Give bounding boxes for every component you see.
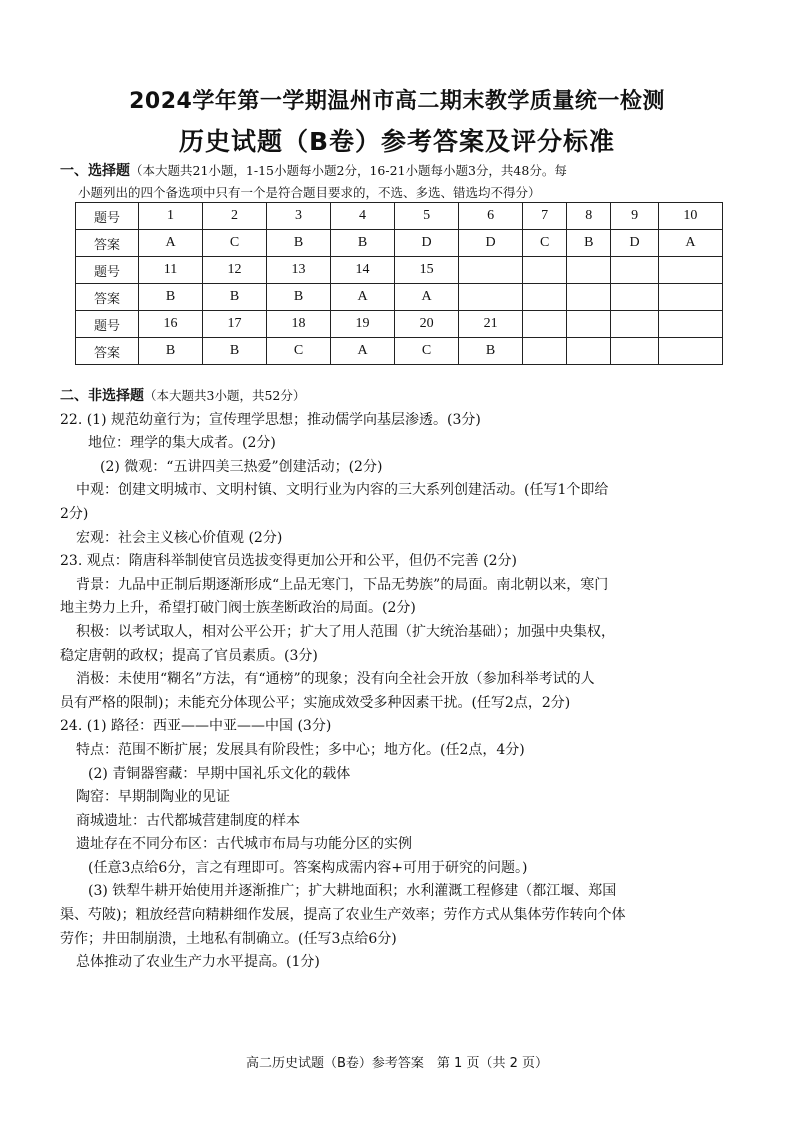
table-cell: D [395,230,459,257]
answer-line: 稳定唐朝的政权；提高了官员素质。(3分) [60,647,318,664]
answer-line: 22. (1) 规范幼童行为；宣传理学思想；推动儒学向基层渗透。(3分) [60,411,481,428]
answer-line: (3) 铁犁牛耕开始使用并逐渐推广；扩大耕地面积；水利灌溉工程修建（都江堰、郑国 [88,883,617,900]
answer-line: 背景：九品中正制后期逐渐形成“上品无寒门，下品无势族”的局面。南北朝以来，寒门 [76,576,609,593]
table-cell: A [331,338,395,365]
table-cell: 10 [658,203,722,230]
table-cell [567,257,611,284]
table-cell: 11 [139,257,203,284]
table-cell [459,257,523,284]
table-cell [567,311,611,338]
answer-lines [60,409,740,975]
answer-line: 积极：以考试取人，相对公平公开；扩大了用人范围（扩大统治基础）；加强中央集权， [76,623,615,640]
section2-note: （本大题共3小题，共52分） [144,388,306,403]
section2-header [60,384,740,409]
answer-line: 劳作；井田制崩溃，土地私有制确立。(任写3点给6分) [60,930,397,947]
table-cell [611,257,658,284]
table-cell: 2 [203,203,267,230]
table-row [76,338,723,365]
table-cell: 3 [267,203,331,230]
table-cell: 13 [267,257,331,284]
answer-line: 宏观：社会主义核心价值观 (2分) [76,529,283,546]
table-row [76,284,723,311]
table-cell: B [203,338,267,365]
table-cell: C [203,230,267,257]
answer-line: 商城遗址：古代都城营建制度的样本 [76,812,300,829]
table-cell: B [139,338,203,365]
answer-line: 遗址存在不同分布区：古代城市布局与功能分区的实例 [76,836,412,853]
table-cell: D [459,230,523,257]
table-cell [567,284,611,311]
table-cell: 6 [459,203,523,230]
table-cell: A [139,230,203,257]
table-cell: B [331,230,395,257]
table-cell: D [611,230,658,257]
table-cell [523,257,567,284]
table-cell: C [395,338,459,365]
table-cell: 20 [395,311,459,338]
row-label: 题号 [76,257,139,284]
table-cell [611,311,658,338]
table-cell: B [203,284,267,311]
table-row [76,311,723,338]
table-cell: 9 [611,203,658,230]
table-cell: 1 [139,203,203,230]
answer-line: 员有严格的限制)；未能充分体现公平；实施成效受多种因素干扰。(任写2点，2分) [60,694,571,711]
table-cell [523,284,567,311]
section-free-response [60,384,740,975]
answer-line: 中观：创建文明城市、文明村镇、文明行业为内容的三大系列创建活动。(任写1个即给 [76,482,609,499]
row-label: 题号 [76,203,139,230]
table-cell [658,311,722,338]
answer-line: 渠、芍陂)；粗放经营向精耕细作发展，提高了农业生产效率；劳作方式从集体劳作转向个体 [60,907,626,924]
table-cell: A [658,230,722,257]
table-cell: A [331,284,395,311]
section2-heading: 二、非选择题 [60,388,144,404]
table-row [76,230,723,257]
table-cell: C [267,338,331,365]
table-cell [523,338,567,365]
row-label: 题号 [76,311,139,338]
table-cell: 16 [139,311,203,338]
table-cell: 17 [203,311,267,338]
table-row [76,203,723,230]
answer-line: (2) 微观：“五讲四美三热爱”创建活动；(2分) [100,458,383,475]
answer-line: 24. (1) 路径：西亚——中亚——中国 (3分) [60,718,332,735]
table-cell: B [139,284,203,311]
table-cell: 7 [523,203,567,230]
answer-line: (任意3点给6分，言之有理即可。答案构成需内容+可用于研究的问题。) [88,859,528,876]
answer-line: 特点：范围不断扩展；发展具有阶段性；多中心；地方化。(任2点，4分) [76,741,525,758]
row-label: 答案 [76,284,139,311]
answer-line: 消极：未使用“糊名”方法，有“通榜”的现象；没有向全社会开放（参加科举考试的人 [76,671,595,688]
table-cell: B [267,284,331,311]
table-cell: C [523,230,567,257]
answer-line: 总体推动了农业生产力水平提高。(1分) [76,954,320,971]
answer-line: 地主势力上升，希望打破门阀士族垄断政治的局面。(2分) [60,600,416,617]
row-label: 答案 [76,230,139,257]
exam-title: 2024学年第一学期温州市高二期末教学质量统一检测 [129,89,665,114]
section1-heading: 一、选择题 [60,163,130,179]
table-cell: 15 [395,257,459,284]
table-cell [658,257,722,284]
section1-note-line2: 小题列出的四个备选项中只有一个是符合题目要求的，不选、多选、错选均不得分） [78,185,541,200]
table-cell [658,338,722,365]
table-cell: 21 [459,311,523,338]
table-cell [611,338,658,365]
table-cell: 5 [395,203,459,230]
answer-line: (2) 青铜器窖藏：早期中国礼乐文化的载体 [88,765,351,782]
table-cell: 12 [203,257,267,284]
table-cell [658,284,722,311]
answer-line: 23. 观点：隋唐科举制使官员选拔变得更加公开和公平，但仍不完善 (2分) [60,553,517,570]
table-cell: B [567,230,611,257]
table-cell: A [395,284,459,311]
table-cell: 8 [567,203,611,230]
table-cell: 4 [331,203,395,230]
answer-table [75,202,723,365]
row-label: 答案 [76,338,139,365]
table-cell: B [267,230,331,257]
section-multiple-choice-header [60,160,740,203]
table-cell: 18 [267,311,331,338]
table-cell: B [459,338,523,365]
table-cell [611,284,658,311]
table-cell [567,338,611,365]
table-cell [523,311,567,338]
section1-note-line1: （本大题共21小题，1-15小题每小题2分，16-21小题每小题3分，共48分。每 [130,163,567,178]
table-cell: 19 [331,311,395,338]
answer-line: 地位：理学的集大成者。(2分) [88,435,276,452]
page-footer: 高二历史试题（B卷）参考答案 第 1 页（共 2 页） [246,1056,548,1071]
answer-line: 陶窑：早期制陶业的见证 [76,789,230,806]
table-cell: 14 [331,257,395,284]
document-subtitle: 历史试题（B卷）参考答案及评分标准 [178,127,616,156]
table-row [76,257,723,284]
answer-line: 2分) [60,505,89,522]
table-cell [459,284,523,311]
